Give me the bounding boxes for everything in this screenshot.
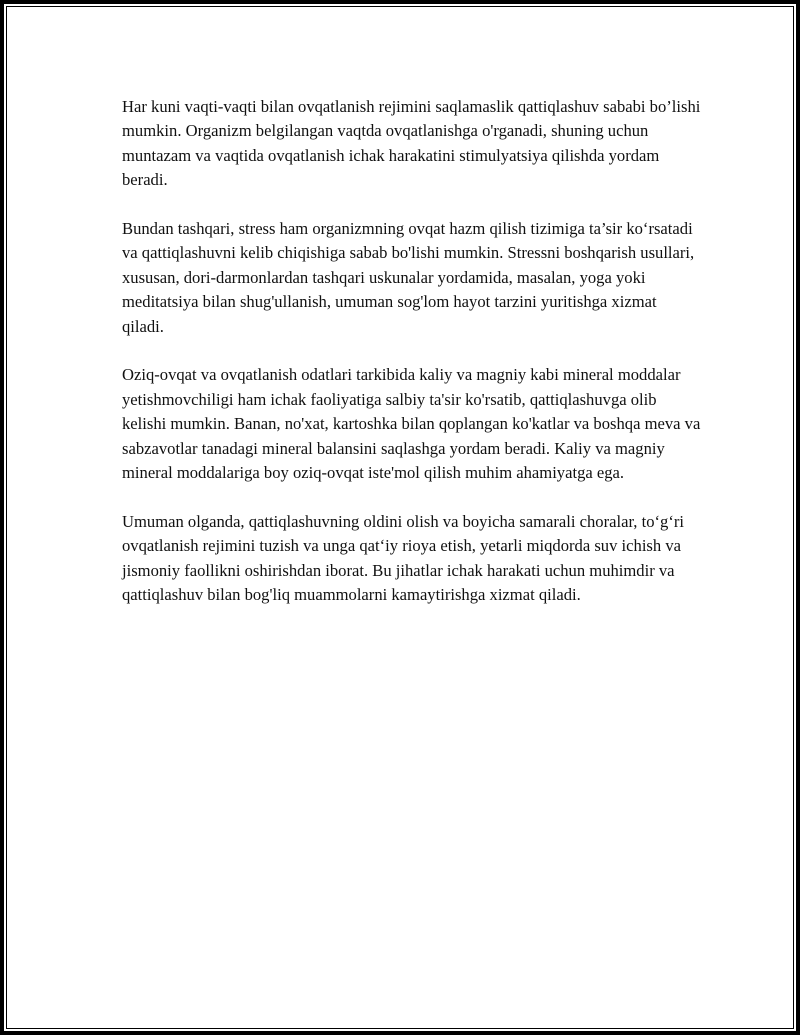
paragraph-2: Bundan tashqari, stress ham organizmning ovqat hazm qilish tizimiga ta’sir ko‘rsatadi va qattiqlashuvni kelib chiqishiga sabab bo'lishi mumkin. Stressni boshqarish usullari, xususan, dori-darmonlardan tashqari uskunalar yordamida, masalan, yoga yoki meditatsiya bilan shug'ullanish, umuman sog'lom hayot tarzini yuritishga xizmat qiladi. [122,219,695,336]
paragraph-3: Oziq-ovqat va ovqatlanish odatlari tarkibida kaliy va magniy kabi mineral moddalar yetishmovchiligi ham ichak faoliyatiga salbiy ta'sir ko'rsatib, qattiqlashuvga olib kelishi mumkin. Banan, no'xat, kartoshka bilan qoplangan ko'katlar va boshqa meva va sabzavotlar tanadagi mineral balansini saqlashga yordam beradi. Kaliy va magniy mineral moddalariga boy oziq-ovqat iste'mol qilish muhim ahamiyatga ega. [122,365,701,483]
paragraph-4: Umuman olganda, qattiqlashuvning oldini olish va boyicha samarali choralar, to‘g‘ri ovqatlanish rejimini tuzish va unga qat‘iy rioya etish, yetarli miqdorda suv ichish va jismoniy faollikni oshirishdan iborat. Bu jihatlar ichak harakati uchun muhimdir va qattiqlashuv bilan bog'liq muammolarni kamaytirishga xizmat qiladi. [122,511,684,605]
paragraph-1: Har kuni vaqti-vaqti bilan ovqatlanish rejimini saqlamaslik qattiqlashuv sababi bo’lishi mumkin. Organizm belgilangan vaqtda ovqatlanishga o'rganadi, shuning uchun muntazam va vaqtida ovqatlanish ichak harakatini stimulyatsiya qilishda yordam beradi. [122,97,701,190]
document-body [122,95,702,632]
